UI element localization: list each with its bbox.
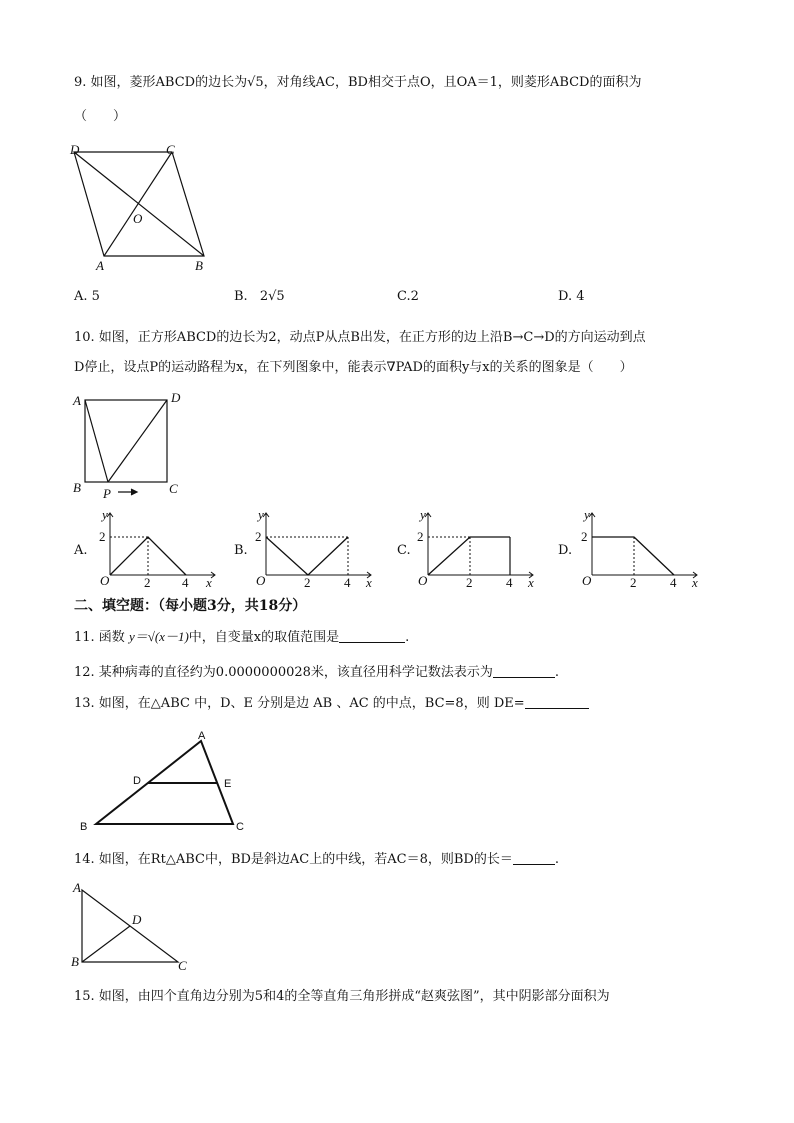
q9-option-a: A. 5 [74,289,100,304]
q14-label-b: B [71,954,79,969]
q10a-tick-2x: 2 [144,575,151,590]
q12-answer-blank[interactable] [493,665,555,678]
q10c-y-label: y [420,507,426,522]
q14-stem: 14. 如图，在Rt△ABC中，BD是斜边AC上的中线，若AC＝8，则BD的长＝ . [74,852,559,867]
q10-label-b: B [73,480,81,495]
q10-stem-line1: 10. 如图，正方形ABCD的边长为2，动点P从点B出发，在正方形的边上沿B→C→D的方向运动到点 [74,330,646,345]
q14-right-triangle-figure [70,880,200,975]
q15-stem: 15. 如图，由四个直角边分别为5和4的全等直角三角形拼成“赵爽弦图”，其中阴影部分面积为 [74,989,610,1004]
q10d-tick-4x: 4 [670,575,677,590]
q10-option-c-label: C. [397,543,411,558]
q10-label-c: C [169,481,178,496]
q10c-origin: O [418,573,428,588]
q10-graph-c [408,505,538,590]
q13-stem: 13. 如图，在△ABC 中，D、E 分别是边 AB 、AC 的中点，BC=8，则 DE= [74,695,589,713]
q10-graph-b [246,505,376,590]
q10b-tick-2x: 2 [304,575,311,590]
q10d-origin: O [582,573,592,588]
q13-answer-blank[interactable] [525,696,589,709]
section-title: 二、填空题：（每小题3分，共18分） [74,598,307,614]
q11-stem: 11. 函数 y＝√(x－1)中，自变量x的取值范围是 . [74,629,410,645]
q14-label-c: C [178,958,187,973]
q10-graph-d [572,505,702,590]
q14-label-a: A [73,880,81,895]
q10d-tick-2x: 2 [630,575,637,590]
q13-triangle-figure [76,726,256,836]
q9-option-d: D. 4 [558,289,585,304]
q10a-x-label: x [206,575,212,590]
q10d-y-label: y [584,507,590,522]
q9-label-b: B [195,258,203,273]
q10a-y-label: y [102,507,108,522]
q9-option-c: C.2 [397,289,419,304]
q12-stem: 12. 某种病毒的直径约为0.0000000028米，该直径用科学记数法表示为 . [74,665,560,680]
q13-label-d: D [133,775,141,787]
q9-label-c: C [166,142,175,157]
q10b-origin: O [256,573,266,588]
q13-label-e: E [224,778,232,790]
q10c-tick-2x: 2 [466,575,473,590]
q10a-tick-4x: 4 [182,575,189,590]
q9-label-d: D [70,142,80,157]
q10d-x-label: x [692,575,698,590]
q10-label-a: A [73,393,81,408]
q9-stem-line2: （ ） [74,109,127,124]
q9-stem-line1: 9. 如图，菱形ABCD的边长为√5，对角线AC，BD相交于点O，且OA＝1，则菱形ABCD的面积为 [74,75,642,90]
q10c-tick-4x: 4 [506,575,513,590]
q10b-tick-2y: 2 [255,529,262,544]
q13-label-c: C [236,821,244,833]
q10c-tick-2y: 2 [417,529,424,544]
q10a-tick-2y: 2 [99,529,106,544]
q14-label-d: D [132,912,142,927]
q9-label-o: O [133,211,143,226]
q10c-x-label: x [528,575,534,590]
q9-rhombus-figure [66,142,226,277]
q10-stem-line2: D停止，设点P的运动路程为x，在下列图象中，能表示∇PAD的面积y与x的关系的图象是（ ） [74,360,633,375]
q9-label-a: A [96,258,104,273]
q10b-tick-4x: 4 [344,575,351,590]
q10-option-a-label: A. [74,543,88,558]
q10-square-figure [70,390,190,500]
q13-label-b: B [80,821,88,833]
q10a-origin: O [100,573,110,588]
q10b-x-label: x [366,575,372,590]
q10b-y-label: y [258,507,264,522]
q10-option-b-label: B. [234,543,248,558]
q10-label-p: P [103,486,111,501]
q14-answer-blank[interactable] [513,852,555,865]
q10-label-d: D [171,390,181,405]
q10-graph-a [90,505,220,590]
q10-option-d-label: D. [558,543,573,558]
q13-label-a: A [198,730,206,742]
q9-option-b: B. 2√5 [234,289,285,304]
q10d-tick-2y: 2 [581,529,588,544]
q11-answer-blank[interactable] [339,630,405,643]
